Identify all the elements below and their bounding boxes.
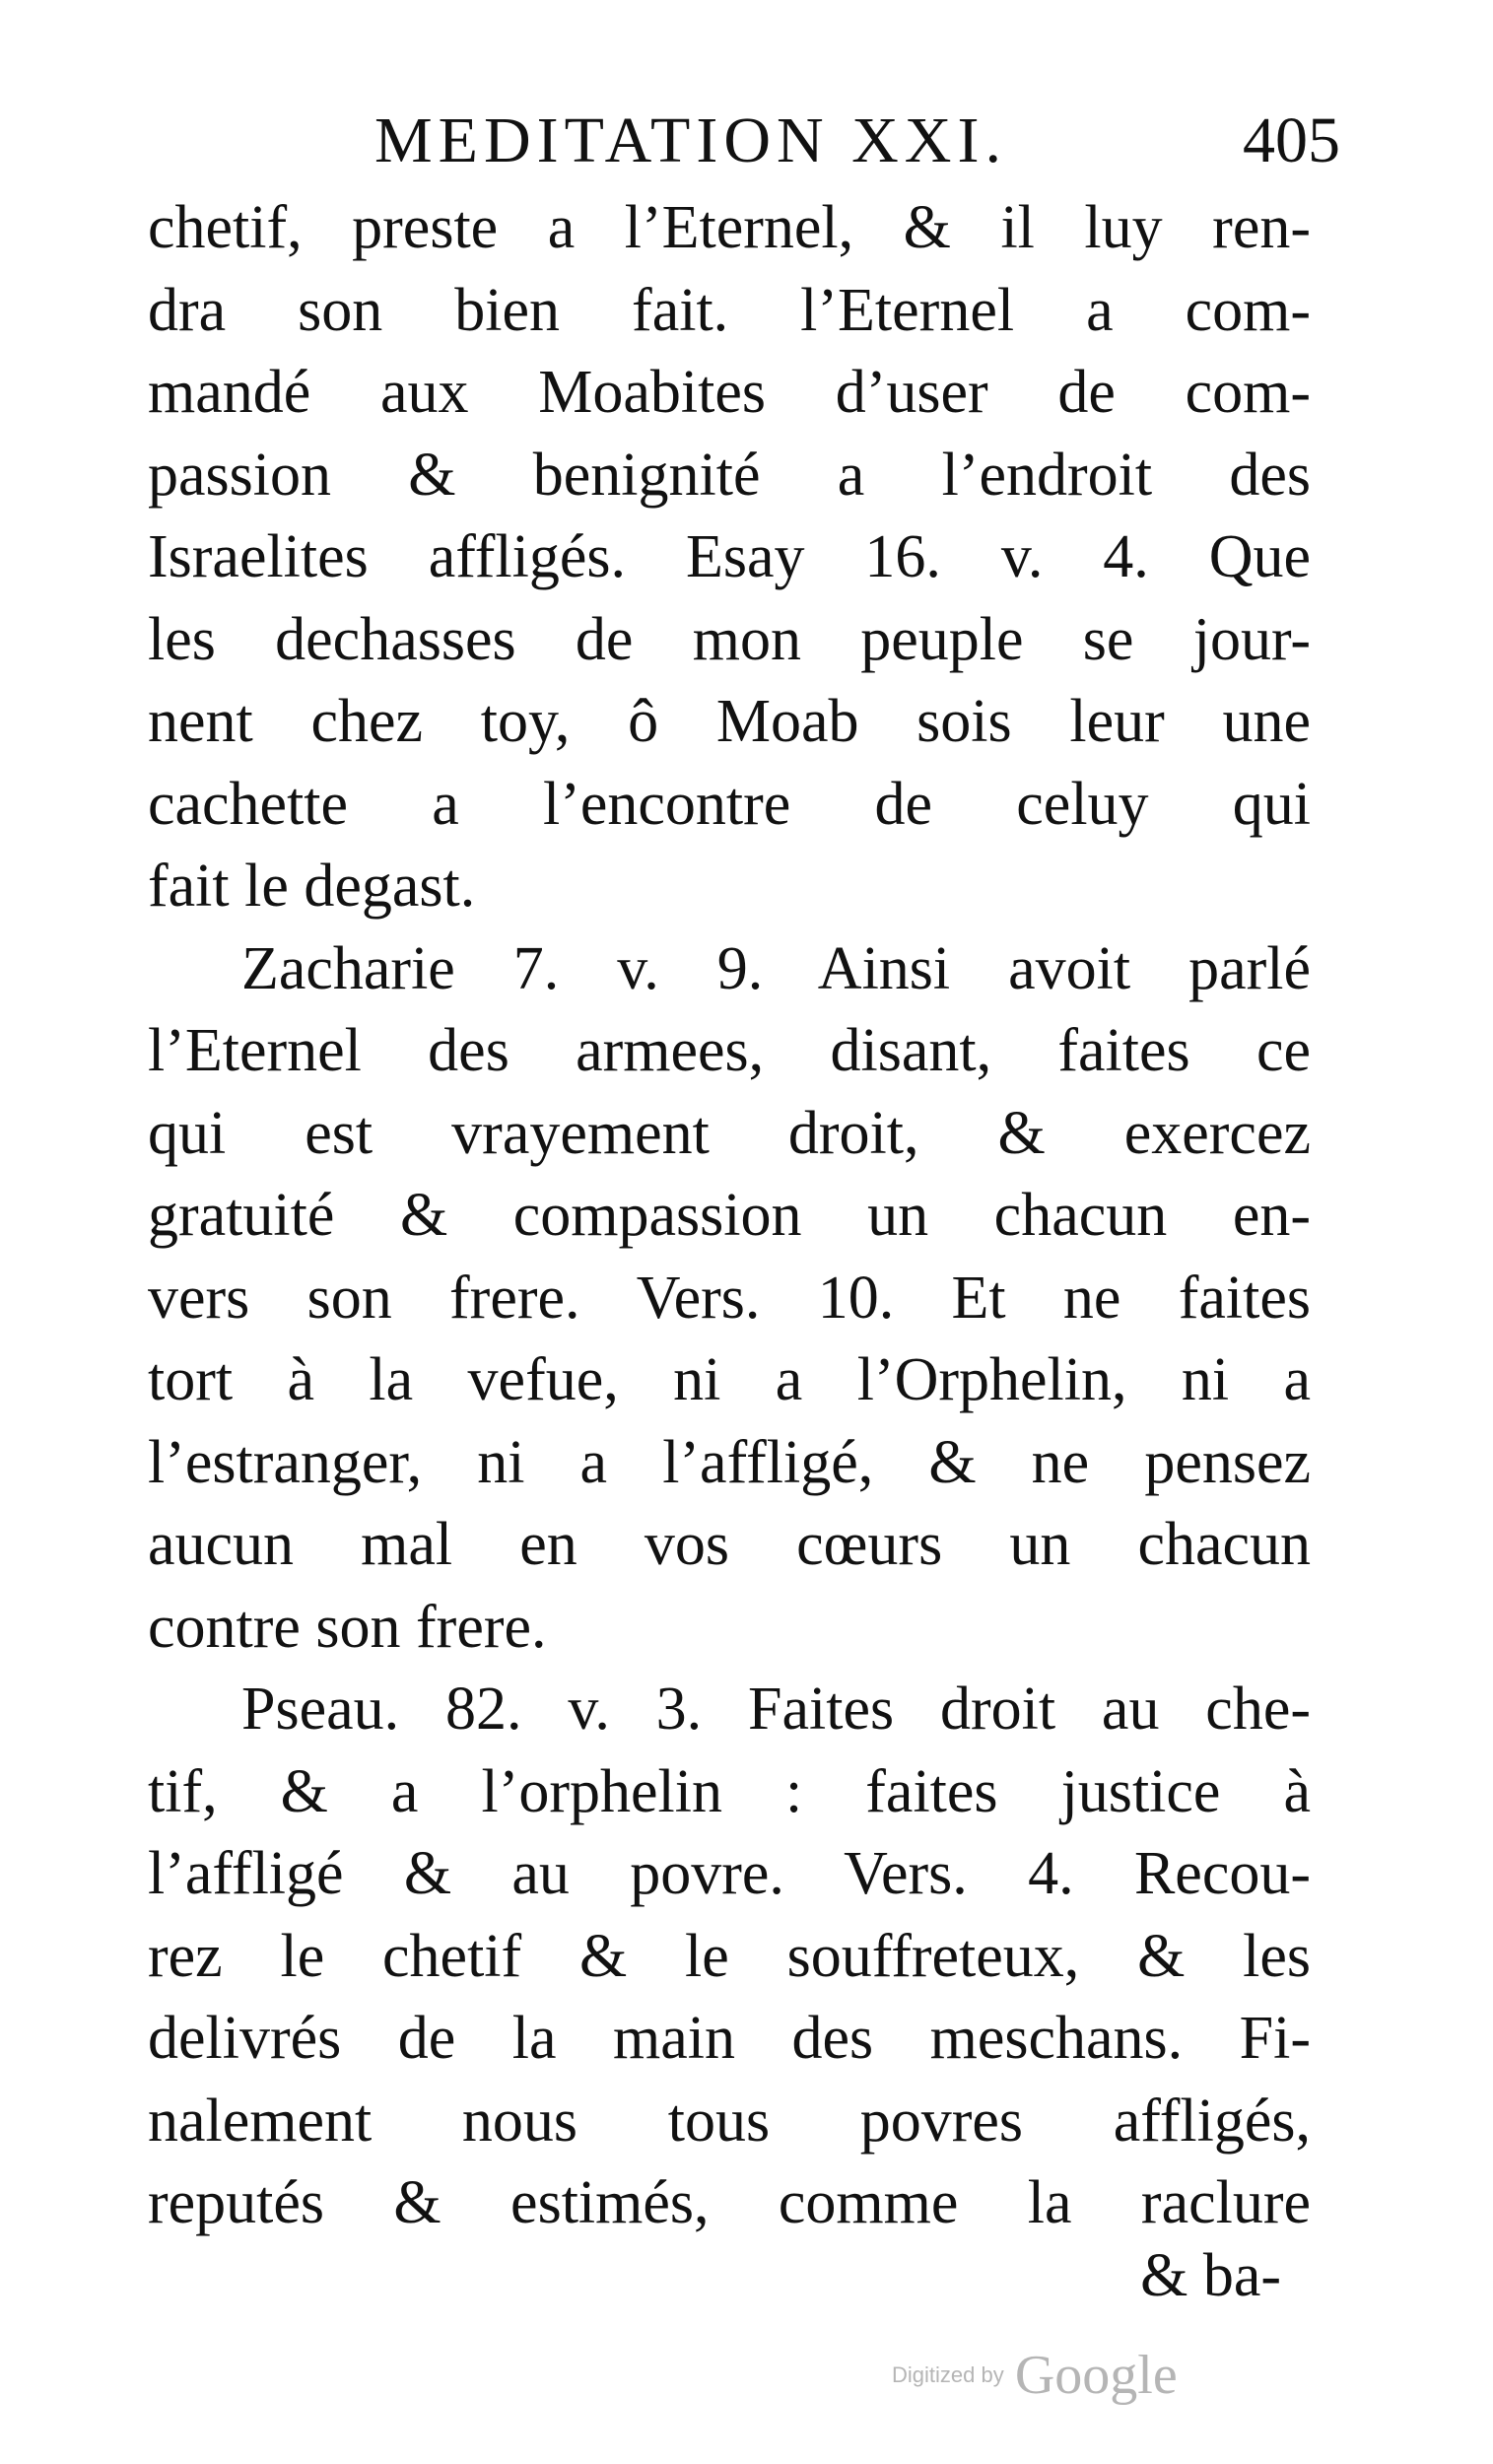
text-line: vers son frere. Vers. 10. Et ne faites: [148, 1264, 1311, 1332]
text-line: nalement nous tous povres affligés,: [148, 2087, 1311, 2155]
catchword: & ba-: [1140, 2242, 1281, 2309]
text-line: les dechasses de mon peuple se jour-: [148, 605, 1311, 673]
text-line: tif, & a l’orphelin : faites justice à: [148, 1757, 1311, 1825]
text-line: l’Eternel des armees, disant, faites ce: [148, 1017, 1311, 1084]
text-line: l’estranger, ni a l’affligé, & ne pensez: [148, 1428, 1311, 1496]
text-line: l’affligé & au povre. Vers. 4. Recou-: [148, 1840, 1311, 1907]
text-line: gratuité & compassion un chacun en-: [148, 1182, 1311, 1249]
text-line: reputés & estimés, comme la raclure: [148, 2169, 1311, 2236]
text-line: contre son frere.: [148, 1593, 547, 1661]
page-number: 405: [1243, 104, 1340, 176]
text-line: dra son bien fait. l’Eternel a com-: [148, 276, 1311, 344]
text-line: Israelites affligés. Esay 16. v. 4. Que: [148, 523, 1311, 590]
text-line: tort à la vefue, ni a l’Orphelin, ni a: [148, 1346, 1311, 1413]
text-line: qui est vrayement droit, & exercez: [148, 1099, 1311, 1167]
text-line: passion & benignité a l’endroit des: [148, 441, 1311, 509]
text-line: Zacharie 7. v. 9. Ainsi avoit parlé: [241, 934, 1311, 1002]
text-line: delivrés de la main des meschans. Fi-: [148, 2005, 1311, 2072]
running-head: [374, 97, 1340, 185]
text-line: chetif, preste a l’Eternel, & il luy ren-: [148, 194, 1311, 261]
watermark-prefix: Digitized by: [892, 2362, 1004, 2387]
google-logo: Google: [1014, 2345, 1178, 2406]
body-text: [148, 187, 1311, 2245]
text-line: nent chez toy, ô Moab sois leur une: [148, 688, 1311, 755]
text-line: fait le degast.: [148, 853, 476, 920]
running-title: MEDITATION XXI.: [374, 104, 1007, 176]
text-line: cachette a l’encontre de celuy qui: [148, 770, 1311, 838]
text-line: rez le chetif & le souffreteux, & les: [148, 1922, 1311, 1990]
text-line: aucun mal en vos cœurs un chacun: [148, 1511, 1311, 1578]
digitized-watermark: [892, 2344, 1178, 2407]
text-line: Pseau. 82. v. 3. Faites droit au che-: [241, 1676, 1311, 1743]
text-line: mandé aux Moabites d’user de com-: [148, 359, 1311, 426]
